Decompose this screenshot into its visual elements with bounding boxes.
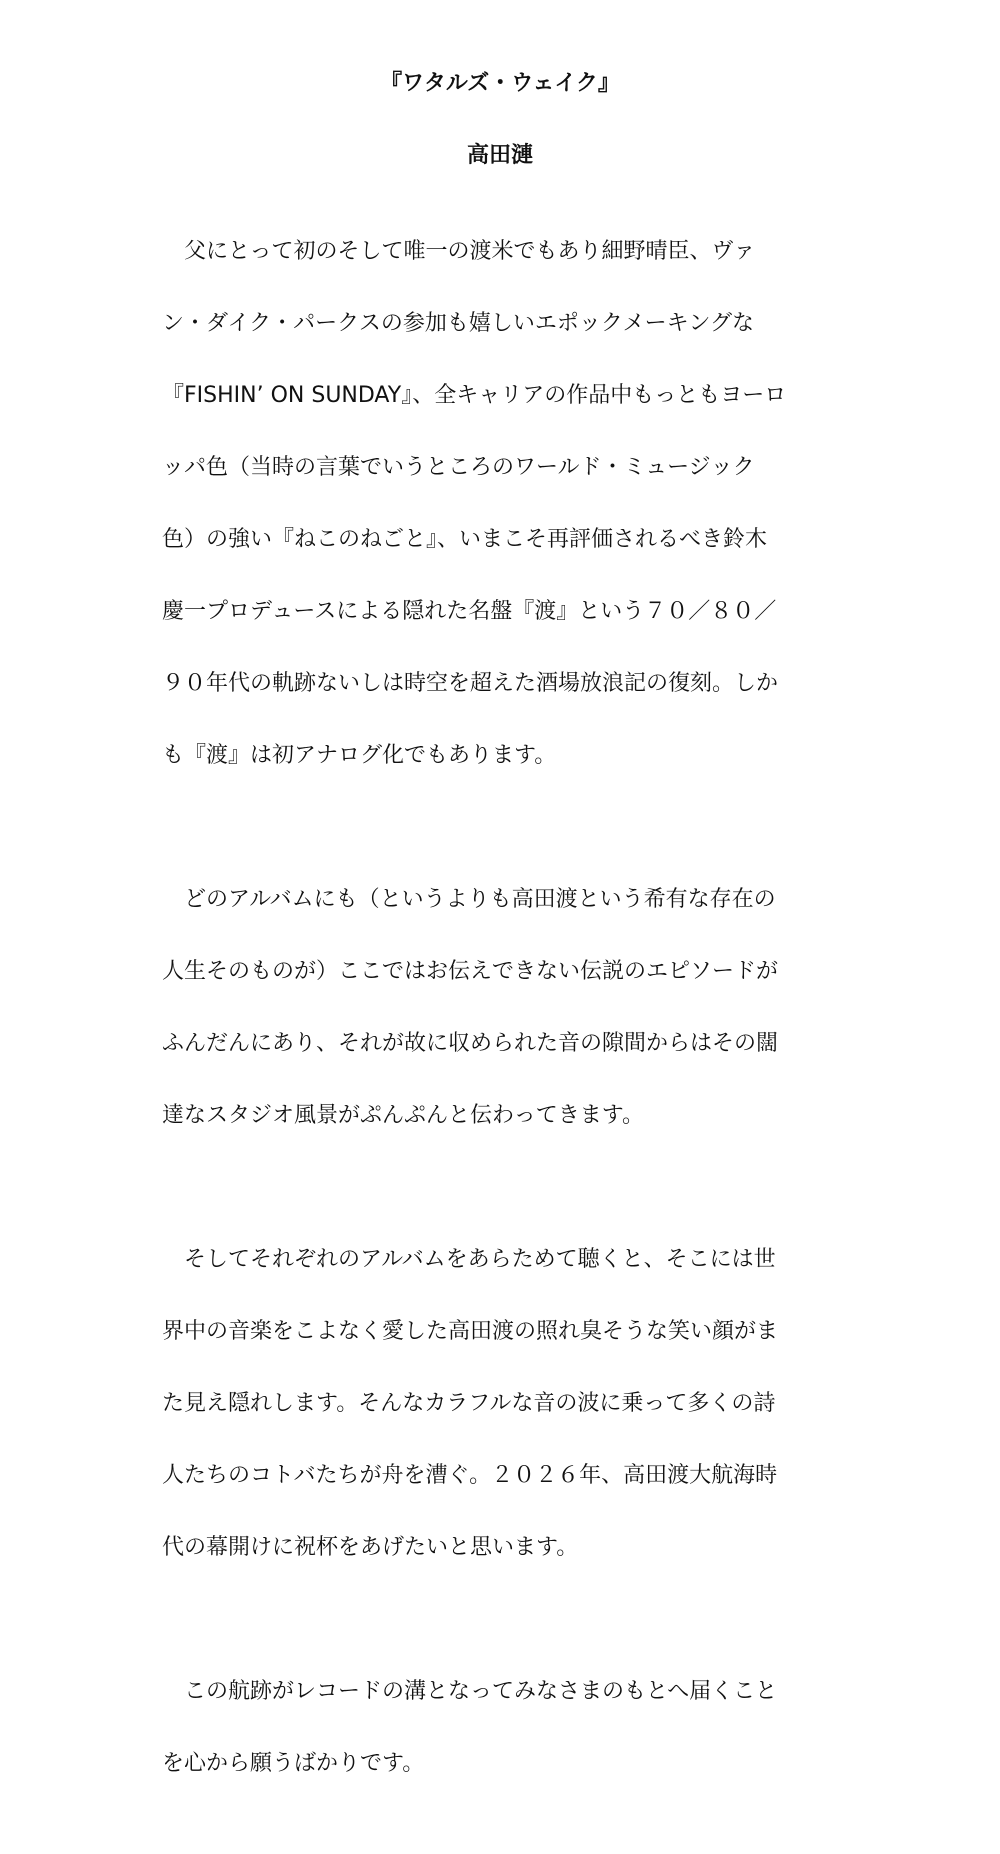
paragraph-3 <box>162 1206 852 1602</box>
paragraph-2 <box>162 846 852 1170</box>
text-line: この航跡がレコードの溝となってみなさまのもとへ届くこと <box>162 1679 778 1704</box>
text-line: も『渡』は初アナログ化でもあります。 <box>162 743 557 768</box>
text-line: 色）の強い『ねこのねごと』、いまこそ再評価されるべき鈴木 <box>162 527 768 552</box>
paragraph-1 <box>162 198 852 810</box>
text-line: どのアルバムにも（というよりも高田渡という希有な存在の <box>162 887 776 912</box>
author-name: 高田漣 <box>466 143 533 168</box>
text-line: 人たちのコトバたちが舟を漕ぐ。２０２６年、高田渡大航海時 <box>162 1463 778 1488</box>
text-line: ふんだんにあり、それが故に収められた音の隙間からはその闊 <box>162 1031 779 1056</box>
text-line: 達なスタジオ風景がぷんぷんと伝わってきます。 <box>162 1103 645 1128</box>
text-line: 界中の音楽をこよなく愛した高田渡の照れ臭そうな笑い顔がま <box>162 1319 779 1344</box>
text-line: そしてそれぞれのアルバムをあらためて聴くと、そこには世 <box>162 1247 776 1272</box>
text-line: 『FISHIN’ ON SUNDAY』、全キャリアの作品中もっともヨーロ <box>162 383 787 408</box>
text-line: ッパ色（当時の言葉でいうところのワールド・ミュージック <box>162 455 755 480</box>
text-line: 父にとって初のそして唯一の渡米でもあり細野晴臣、ヴァ <box>162 239 756 264</box>
text-line: ９０年代の軌跡ないしは時空を超えた酒場放浪記の復刻。しか <box>162 671 779 696</box>
text-line: 人生そのものが）ここではお伝えできない伝説のエピソードが <box>162 959 779 984</box>
text-line: ン・ダイク・パークスの参加も嬉しいエポックメーキングな <box>162 311 755 336</box>
document-title: 『ワタルズ・ウェイク』 <box>380 71 620 96</box>
text-line: を心から願うばかりです。 <box>162 1751 425 1776</box>
text-line: 代の幕開けに祝杯をあげたいと思います。 <box>162 1535 579 1560</box>
body-text <box>162 198 852 1854</box>
text-line: 慶一プロデュースによる隠れた名盤『渡』という７０／８０／ <box>162 599 777 624</box>
text-line: た見え隠れします。そんなカラフルな音の波に乗って多くの詩 <box>162 1391 776 1416</box>
paragraph-4 <box>162 1638 852 1818</box>
